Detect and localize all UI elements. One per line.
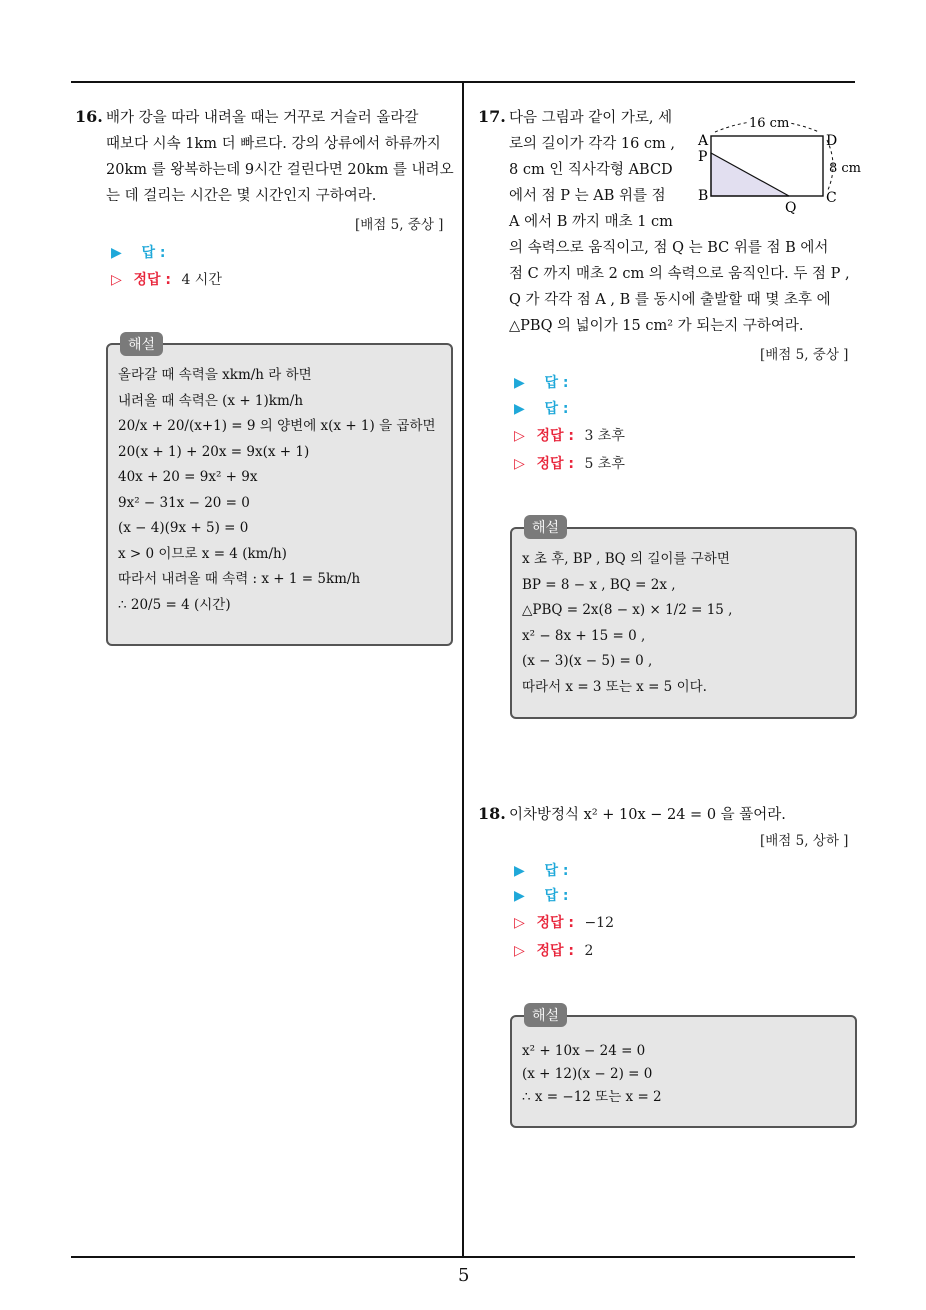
q16-solution-tag: 해설 bbox=[120, 332, 163, 356]
column-divider bbox=[462, 81, 464, 1258]
q16-answer-row[interactable] bbox=[111, 242, 165, 262]
answer-label: 답 : bbox=[544, 401, 569, 417]
bottom-rule bbox=[71, 1256, 855, 1258]
play-triangle-outline-icon: ▷ bbox=[514, 915, 525, 931]
q18-number: 18. bbox=[478, 804, 506, 823]
play-triangle-filled-icon: ▶ bbox=[514, 888, 525, 904]
correct-value: −12 bbox=[584, 915, 614, 931]
q17-text-bottom: 의 속력으로 움직이고, 점 Q 는 BC 위를 점 B 에서 점 C 까지 매초 2 cm 의 속력으로 움직인다. 두 점 P , Q 가 각각 점 A , B 를 동시에 출발할 때 몇 초후 에 △PBQ 의 넓이가 15 cm² 가 되는지 구하여라. bbox=[509, 240, 850, 334]
play-triangle-outline-icon: ▷ bbox=[514, 428, 525, 444]
q18-text: 이차방정식 x² + 10x − 24 = 0 을 풀어라. bbox=[509, 807, 786, 823]
q16-score: [배점 5, 중상 ] bbox=[355, 217, 444, 233]
rectangle-figure bbox=[695, 108, 865, 218]
correct-label: 정답 : bbox=[536, 456, 574, 472]
answer-label: 답 : bbox=[544, 375, 569, 391]
answer-label: 답 : bbox=[141, 245, 166, 261]
figure-label-p: P bbox=[698, 149, 708, 165]
q18-correct-row-1 bbox=[514, 912, 614, 932]
q17-correct-row-2 bbox=[514, 453, 625, 473]
play-triangle-filled-icon: ▶ bbox=[111, 245, 122, 261]
page-number: 5 bbox=[458, 1265, 470, 1286]
play-triangle-outline-icon: ▷ bbox=[514, 456, 525, 472]
q17-text-top: 다음 그림과 같이 가로, 세 로의 길이가 각각 16 cm , 8 cm 인 직사각형 ABCD 에서 점 P 는 AB 위를 점 A 에서 B 까지 매초 1 cm bbox=[509, 110, 676, 230]
q17-answer-row-1[interactable] bbox=[514, 372, 568, 392]
play-triangle-outline-icon: ▷ bbox=[111, 272, 122, 288]
correct-value: 4 시간 bbox=[181, 272, 222, 288]
q17-correct-row-1 bbox=[514, 425, 625, 445]
q16-solution-text: 올라갈 때 속력을 xkm/h 라 하면 내려올 때 속력은 (x + 1)km/h 20/x + 20/(x+1) = 9 의 양변에 x(x + 1) 을 곱하면 20(x + 1) + 20x = 9x(x + 1) 40x + 20 = 9x² + 9x 9x² − 31x − 20 = 0 (x − 4)(9x + 5) = 0 x > 0 이므로 x = 4 (km/h) 따라서 내려올 때 속력 : x + 1 = 5km/h ∴ 20/5 = 4 (시간) bbox=[118, 367, 436, 613]
figure-label-a: A bbox=[698, 133, 709, 149]
figure-label-d: D bbox=[826, 133, 838, 149]
q18-solution-text: x² + 10x − 24 = 0 (x + 12)(x − 2) = 0 ∴ x = −12 또는 x = 2 bbox=[522, 1043, 662, 1105]
correct-value: 5 초후 bbox=[584, 456, 625, 472]
q17-score: [배점 5, 중상 ] bbox=[760, 347, 849, 363]
answer-label: 답 : bbox=[544, 863, 569, 879]
correct-label: 정답 : bbox=[536, 915, 574, 931]
correct-label: 정답 : bbox=[536, 943, 574, 959]
correct-value: 2 bbox=[584, 943, 594, 959]
q16-text: 배가 강을 따라 내려올 때는 거꾸로 거슬러 올라갈 때보다 시속 1km 더 빠르다. 강의 상류에서 하류까지 20km 를 왕복하는데 9시간 걸린다면 20km 를 내려오 는 데 걸리는 시간은 몇 시간인지 구하여라. bbox=[106, 110, 454, 204]
answer-label: 답 : bbox=[544, 888, 569, 904]
q17-solution-text: x 초 후, BP , BQ 의 길이를 구하면 BP = 8 − x , BQ = 2x , △PBQ = 2x(8 − x) × 1/2 = 15 , x² − 8x + 15 = 0 , (x − 3)(x − 5) = 0 , 따라서 x = 3 또는 x = 5 이다. bbox=[522, 551, 733, 695]
figure-width-label: 16 cm bbox=[749, 116, 790, 131]
q18-correct-row-2 bbox=[514, 940, 593, 960]
q17-number: 17. bbox=[478, 107, 506, 126]
play-triangle-filled-icon: ▶ bbox=[514, 401, 525, 417]
figure-label-q: Q bbox=[785, 200, 797, 216]
play-triangle-filled-icon: ▶ bbox=[514, 863, 525, 879]
correct-label: 정답 : bbox=[133, 272, 171, 288]
correct-label: 정답 : bbox=[536, 428, 574, 444]
q17-solution-tag: 해설 bbox=[524, 515, 567, 539]
play-triangle-filled-icon: ▶ bbox=[514, 375, 525, 391]
q17-answer-row-2[interactable] bbox=[514, 398, 568, 418]
correct-value: 3 초후 bbox=[584, 428, 625, 444]
figure-label-c: C bbox=[826, 190, 837, 206]
play-triangle-outline-icon: ▷ bbox=[514, 943, 525, 959]
q16-number: 16. bbox=[75, 107, 103, 126]
q18-answer-row-2[interactable] bbox=[514, 885, 568, 905]
q18-solution-tag: 해설 bbox=[524, 1003, 567, 1027]
q18-score: [배점 5, 상하 ] bbox=[760, 833, 849, 849]
q18-answer-row-1[interactable] bbox=[514, 860, 568, 880]
figure-label-b: B bbox=[698, 188, 709, 204]
q16-correct-row bbox=[111, 269, 222, 289]
figure-height-label: 8 cm bbox=[829, 161, 862, 176]
